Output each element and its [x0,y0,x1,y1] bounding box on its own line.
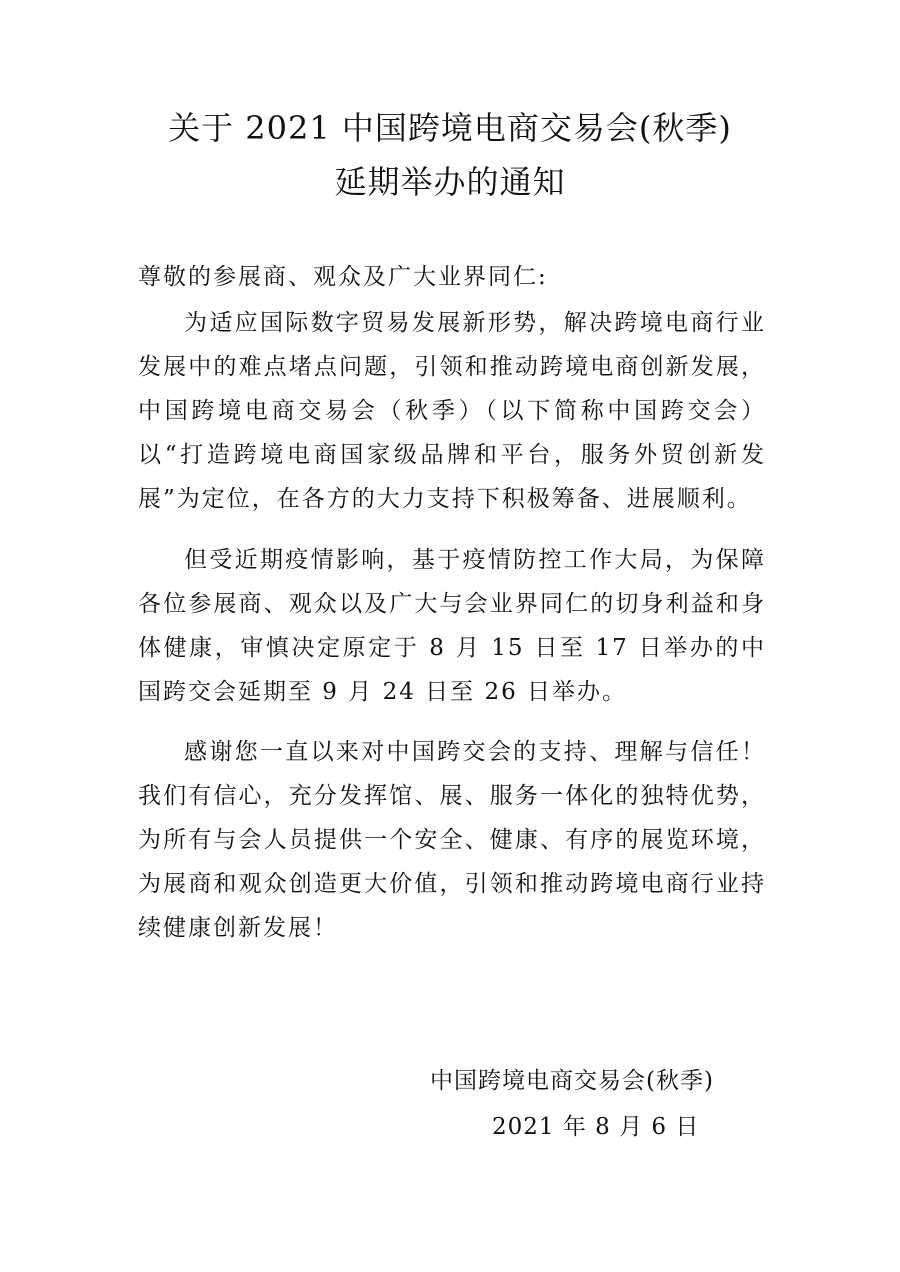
paragraph-3: 感谢您一直以来对中国跨交会的支持、理解与信任！我们有信心，充分发挥馆、展、服务一体化的独特优势，为所有与会人员提供一个安全、健康、有序的展览环境，为展商和观众创造更大价值，引领和推动跨境电商行业持续健康创新发展！ [138,739,766,941]
notice-title-line2: 延期举办的通知 [334,163,566,201]
notice-title-line1: 关于 2021 中国跨境电商交易会(秋季) [168,109,732,147]
paragraph-2: 但受近期疫情影响，基于疫情防控工作大局，为保障各位参展商、观众以及广大与会业界同仁的切身利益和身体健康，审慎决定原定于 8 月 15 日至 17 日举办的中国跨交会延期至 9 月 24 日至 26 日举办。 [138,547,766,705]
date: 2021 年 8 月 6 日 [492,1114,700,1140]
signature: 中国跨境电商交易会(秋季) [430,1068,714,1094]
salutation: 尊敬的参展商、观众及广大业界同仁: [138,264,548,290]
paragraph-1: 为适应国际数字贸易发展新形势，解决跨境电商行业发展中的难点堵点问题，引领和推动跨境电商创新发展，中国跨境电商交易会（秋季）（以下简称中国跨交会）以“打造跨境电商国家级品牌和平台，服务外贸创新发展”为定位，在各方的大力支持下积极筹备、进展顺利。 [138,310,766,512]
